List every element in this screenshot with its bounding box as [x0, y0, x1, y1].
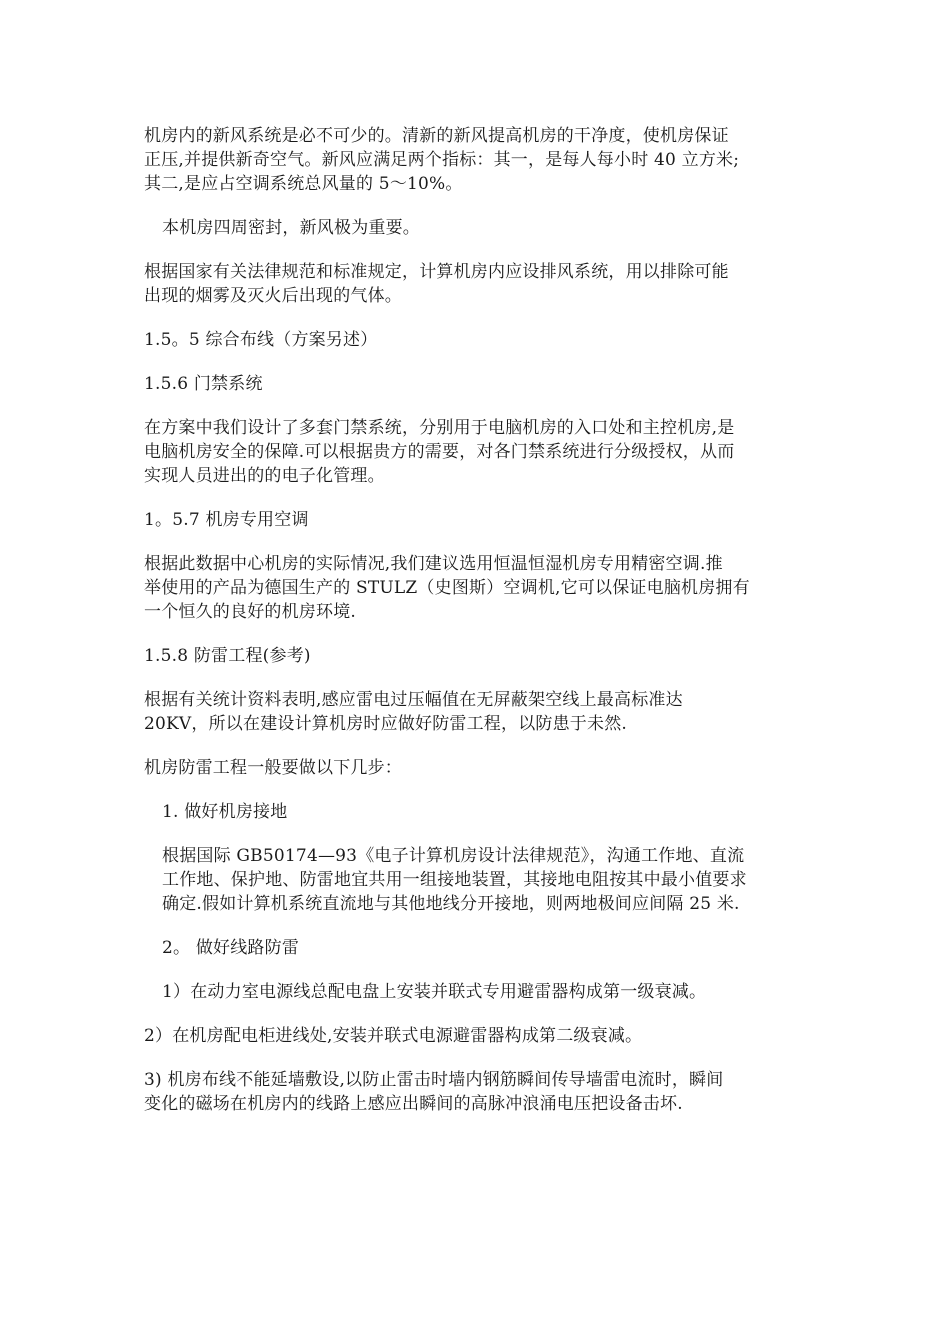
paragraph-line: 电脑机房安全的保障.可以根据贵方的需要，对各门禁系统进行分级授权，从而 — [144, 442, 735, 462]
paragraph — [144, 508, 808, 532]
paragraph-line: 1.5.6 门禁系统 — [144, 374, 263, 394]
paragraph-line: 根据国家有关法律规范和标准规定，计算机房内应设排风系统，用以排除可能 — [144, 262, 729, 282]
paragraph — [144, 328, 808, 352]
paragraph — [144, 756, 808, 780]
paragraph-line: 变化的磁场在机房内的线路上感应出瞬间的高脉冲浪涌电压把设备击坏. — [144, 1094, 683, 1114]
paragraph — [144, 1068, 808, 1116]
paragraph — [144, 800, 808, 824]
document-page — [144, 124, 808, 1136]
paragraph-line: 实现人员进出的的电子化管理。 — [144, 466, 385, 486]
paragraph — [144, 1024, 808, 1048]
paragraph-line: 工作地、保护地、防雷地宜共用一组接地装置，其接地电阻按其中最小值要求 — [162, 870, 747, 890]
paragraph-line: 一个恒久的良好的机房环境. — [144, 602, 357, 622]
paragraph-line: 举使用的产品为德国生产的 STULZ（史图斯）空调机,它可以保证电脑机房拥有 — [144, 578, 750, 598]
paragraph-line: 1.5。5 综合布线（方案另述） — [144, 330, 378, 350]
paragraph-line: 2。 做好线路防雷 — [162, 938, 300, 958]
paragraph-line: 2）在机房配电柜进线处,安装并联式电源避雷器构成第二级衰减。 — [144, 1026, 643, 1046]
paragraph-line: 根据此数据中心机房的实际情况,我们建议选用恒温恒湿机房专用精密空调.推 — [144, 554, 723, 574]
paragraph — [144, 552, 808, 624]
paragraph-line: 在方案中我们设计了多套门禁系统，分别用于电脑机房的入口处和主控机房,是 — [144, 418, 735, 438]
paragraph — [144, 980, 808, 1004]
paragraph — [144, 216, 808, 240]
paragraph-line: 本机房四周密封，新风极为重要。 — [162, 218, 420, 238]
paragraph-line: 机房防雷工程一般要做以下几步： — [144, 758, 402, 778]
paragraph — [144, 936, 808, 960]
paragraph — [144, 844, 808, 916]
paragraph — [144, 416, 808, 488]
paragraph — [144, 688, 808, 736]
paragraph-line: 1.5.8 防雷工程(参考) — [144, 646, 311, 666]
paragraph-line: 1）在动力室电源线总配电盘上安装并联式专用避雷器构成第一级衰减。 — [162, 982, 707, 1002]
paragraph-line: 根据国际 GB50174—93《电子计算机房设计法律规范》，沟通工作地、直流 — [162, 846, 745, 866]
paragraph — [144, 124, 808, 196]
paragraph-line: 根据有关统计资料表明,感应雷电过压幅值在无屏蔽架空线上最高标准达 — [144, 690, 683, 710]
paragraph-line: 确定.假如计算机系统直流地与其他地线分开接地，则两地极间应间隔 25 米. — [162, 894, 740, 914]
paragraph — [144, 644, 808, 668]
paragraph — [144, 372, 808, 396]
paragraph-line: 机房内的新风系统是必不可少的。清新的新风提高机房的干净度，使机房保证 — [144, 126, 729, 146]
paragraph-line: 出现的烟雾及灭火后出现的气体。 — [144, 286, 402, 306]
paragraph — [144, 260, 808, 308]
paragraph-line: 其二,是应占空调系统总风量的 5～10%。 — [144, 174, 463, 194]
paragraph-line: 1。5.7 机房专用空调 — [144, 510, 309, 530]
paragraph-line: 3) 机房布线不能延墙敷设,以防止雷击时墙内钢筋瞬间传导墙雷电流时，瞬间 — [144, 1070, 724, 1090]
paragraph-line: 1. 做好机房接地 — [162, 802, 288, 822]
paragraph-line: 20KV，所以在建设计算机房时应做好防雷工程，以防患于未然. — [144, 714, 628, 734]
paragraph-line: 正压,并提供新奇空气。新风应满足两个指标：其一，是每人每小时 40 立方米; — [144, 150, 740, 170]
